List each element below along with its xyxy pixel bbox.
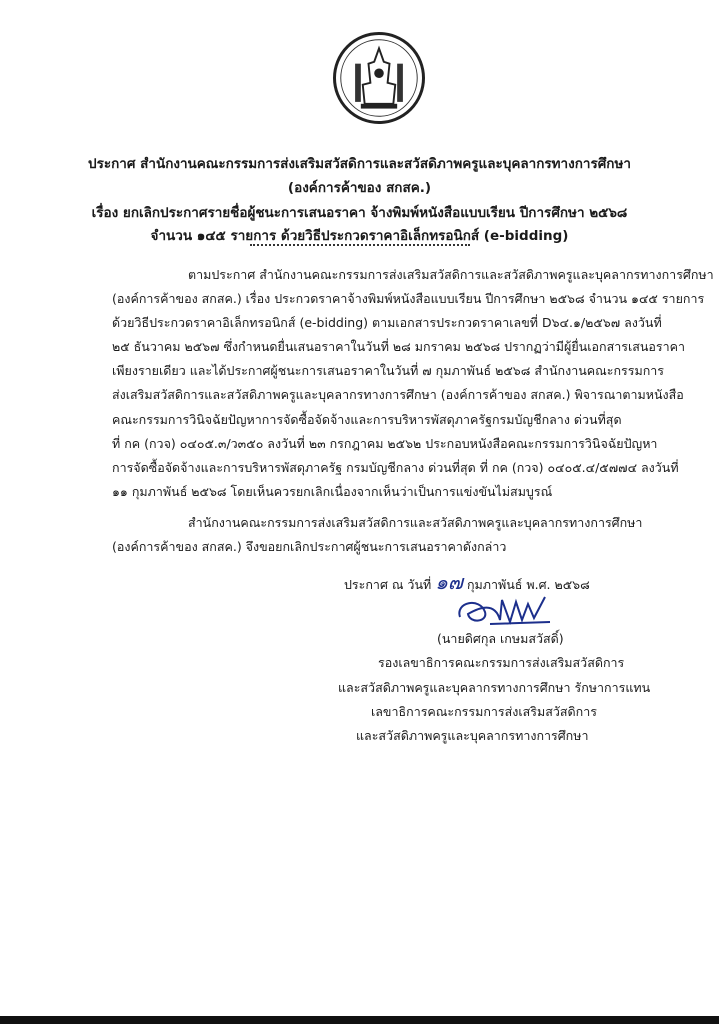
subject-line-2: จำนวน ๑๔๕ รายการ ด้วยวิธีประกวดราคาอิเล็กทรอนิกส์ (e-bidding): [150, 228, 569, 244]
body-line: ที่ กค (กวจ) ๐๔๐๕.๓/ว๓๕๐ ลงวันที่ ๒๓ กรกฎาคม ๒๕๖๒ ประกอบหนังสือคณะกรรมการวินิจฉัยปัญหา: [112, 436, 658, 451]
signatory-title: เลขาธิการคณะกรรมการส่งเสริมสวัสดิการ: [371, 704, 597, 719]
dotted-divider: [250, 244, 470, 246]
body-line: เพียงรายเดียว และได้ประกาศผู้ชนะการเสนอราคาในวันที่ ๗ กุมภาพันธ์ ๒๕๖๘ สำนักงานคณะกรรมการ: [112, 363, 665, 378]
signatory-title: และสวัสดิภาพครูและบุคลากรทางการศึกษา รักษาการแทน: [338, 680, 651, 695]
signatory-title: รองเลขาธิการคณะกรรมการส่งเสริมสวัสดิการ: [378, 655, 625, 670]
body-line: (องค์การค้าของ สกสค.) จึงขอยกเลิกประกาศผู้ชนะการเสนอราคาดังกล่าว: [112, 539, 507, 554]
date-day-handwritten: ๑๗: [435, 570, 463, 594]
body-line: ตามประกาศ สำนักงานคณะกรรมการส่งเสริมสวัสดิการและสวัสดิภาพครูและบุคลากรทางการศึกษา: [188, 267, 714, 282]
subject-line: เรื่อง ยกเลิกประกาศรายชื่อผู้ชนะการเสนอราคา จ้างพิมพ์หนังสือแบบเรียน ปีการศึกษา ๒๕๖๘: [91, 205, 628, 221]
body-line: ส่งเสริมสวัสดิการและสวัสดิภาพครูและบุคลากรทางการศึกษา (องค์การค้าของ สกสค.) พิจารณาตามหนังสือ: [112, 387, 684, 402]
signatory-name: (นายดิศกุล เกษมสวัสดิ์): [437, 631, 564, 646]
date-suffix: กุมภาพันธ์ พ.ศ. ๒๕๖๘: [466, 577, 590, 592]
organization-seal-logo: [333, 32, 425, 124]
body-line: ด้วยวิธีประกวดราคาอิเล็กทรอนิกส์ (e-bidding) ตามเอกสารประกวดราคาเลขที่ D๖๔.๑/๒๕๖๗ ลงวันที่: [112, 315, 662, 330]
body-line: สำนักงานคณะกรรมการส่งเสริมสวัสดิการและสวัสดิภาพครูและบุคลากรทางการศึกษา: [188, 515, 643, 530]
body-line: การจัดซื้อจัดจ้างและการบริหารพัสดุภาครัฐ กรมบัญชีกลาง ด่วนที่สุด ที่ กค (กวจ) ๐๔๐๕.๔/๕๗๗๔ ลงวันที่: [112, 460, 679, 475]
body-line: ๒๕ ธันวาคม ๒๕๖๗ ซึ่งกำหนดยื่นเสนอราคาในวันที่ ๒๘ มกราคม ๒๕๖๘ ปรากฏว่ามีผู้ยื่นเอกสารเสนอราคา: [112, 339, 686, 354]
body-line: ๑๑ กุมภาพันธ์ ๒๕๖๘ โดยเห็นควรยกเลิกเนื่องจากเห็นว่าเป็นการแข่งขันไม่สมบูรณ์: [112, 484, 553, 499]
announcement-title: ประกาศ สำนักงานคณะกรรมการส่งเสริมสวัสดิการและสวัสดิภาพครูและบุคลากรทางการศึกษา: [88, 156, 631, 172]
organization-subtitle: (องค์การค้าของ สกสค.): [287, 180, 432, 196]
signatory-title: และสวัสดิภาพครูและบุคลากรทางการศึกษา: [356, 728, 589, 743]
body-line: คณะกรรมการวินิจฉัยปัญหาการจัดซื้อจัดจ้างและการบริหารพัสดุภาครัฐกรมบัญชีกลาง ด่วนที่สุด: [112, 412, 622, 427]
signature: [450, 592, 560, 632]
body-line: (องค์การค้าของ สกสค.) เรื่อง ประกวดราคาจ้างพิมพ์หนังสือแบบเรียน ปีการศึกษา ๒๕๖๘ จำนวน ๑๔๕ รายการ: [112, 291, 705, 306]
bottom-edge: [0, 1016, 719, 1024]
date-prefix: ประกาศ ณ วันที่: [344, 577, 432, 592]
